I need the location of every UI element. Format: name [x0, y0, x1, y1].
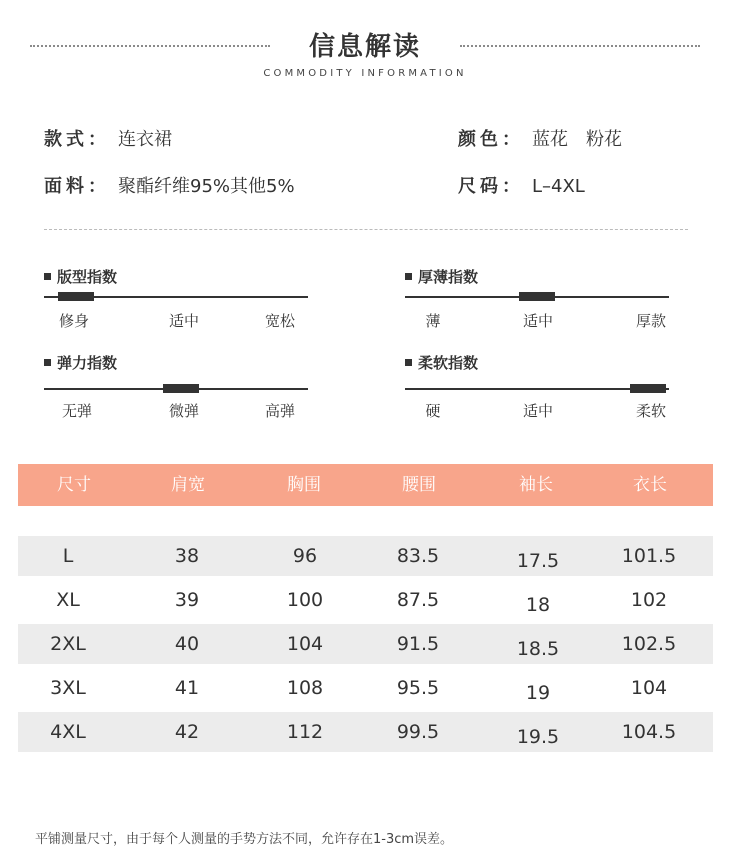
table-cell: 95.5	[396, 677, 440, 699]
info-size-label: 尺码：	[458, 176, 524, 197]
table-cell: 108	[286, 677, 324, 699]
table-row	[18, 536, 713, 576]
square-bullet-icon	[44, 359, 51, 366]
index-fit-option: 宽松	[264, 312, 296, 330]
table-cell: 101.5	[621, 545, 677, 567]
table-cell: 19	[525, 682, 551, 704]
table-cell: 102	[630, 589, 668, 611]
size-table-header	[18, 464, 713, 506]
table-cell: 4XL	[50, 721, 86, 743]
info-fabric	[44, 172, 295, 198]
info-style-label: 款式：	[44, 129, 110, 150]
table-cell: 38	[174, 545, 200, 567]
index-elasticity-option: 无弹	[61, 402, 93, 420]
square-bullet-icon	[405, 359, 412, 366]
table-row	[18, 668, 713, 708]
table-cell: 3XL	[50, 677, 86, 699]
index-thickness-option: 适中	[522, 312, 554, 330]
table-cell: 104	[630, 677, 668, 699]
table-row	[18, 624, 713, 664]
table-cell: 18	[525, 594, 551, 616]
info-color-value: 蓝花 粉花	[532, 129, 622, 150]
index-thickness-option: 厚款	[635, 312, 667, 330]
table-row	[18, 580, 713, 620]
index-softness-option: 适中	[522, 402, 554, 420]
section-header	[0, 0, 730, 100]
index-fit-marker	[58, 292, 94, 301]
index-elasticity-option: 微弹	[168, 402, 200, 420]
index-softness-option: 硬	[425, 402, 441, 420]
table-cell: 104	[286, 633, 324, 655]
info-size	[458, 172, 585, 198]
measurement-note: 平铺测量尺寸，由于每个人测量的手势方法不同，允许存在1-3cm误差。	[35, 832, 454, 847]
header-dotted-line-right	[460, 45, 700, 47]
info-color	[458, 125, 622, 151]
section-subtitle: COMMODITY INFORMATION	[263, 68, 467, 79]
index-thickness-marker	[519, 292, 555, 301]
index-softness	[405, 352, 669, 420]
index-softness-title: 柔软指数	[405, 352, 478, 373]
info-fabric-label: 面料：	[44, 176, 110, 197]
index-thickness-option: 薄	[425, 312, 441, 330]
table-row	[18, 712, 713, 752]
size-table-header-cell: 胸围	[287, 475, 321, 495]
info-size-value: L–4XL	[532, 176, 585, 197]
index-elasticity-option: 高弹	[264, 402, 296, 420]
table-cell: 91.5	[396, 633, 440, 655]
section-title: 信息解读	[308, 32, 421, 62]
index-softness-marker	[630, 384, 666, 393]
index-fit	[44, 266, 308, 330]
index-fit-option: 适中	[168, 312, 200, 330]
table-cell: 40	[174, 633, 200, 655]
size-table-header-cell: 袖长	[519, 475, 553, 495]
table-cell: L	[62, 545, 74, 567]
table-cell: 18.5	[516, 638, 560, 660]
info-color-label: 颜色：	[458, 129, 524, 150]
table-cell: 112	[286, 721, 324, 743]
table-cell: 42	[174, 721, 200, 743]
table-cell: 2XL	[50, 633, 86, 655]
square-bullet-icon	[405, 273, 412, 280]
size-table-header-cell: 衣长	[633, 475, 667, 495]
index-elasticity-marker	[163, 384, 199, 393]
table-cell: 96	[292, 545, 318, 567]
table-cell: 87.5	[396, 589, 440, 611]
table-cell: 104.5	[621, 721, 677, 743]
index-softness-option: 柔软	[635, 402, 667, 420]
table-cell: 100	[286, 589, 324, 611]
table-cell: 102.5	[621, 633, 677, 655]
table-cell: 17.5	[516, 550, 560, 572]
size-table-header-cell: 尺寸	[57, 475, 91, 495]
table-cell: 83.5	[396, 545, 440, 567]
info-fabric-value: 聚酯纤维95%其他5%	[118, 176, 295, 197]
size-table-header-cell: 肩宽	[171, 475, 205, 495]
index-elasticity-title: 弹力指数	[44, 352, 117, 373]
index-fit-title: 版型指数	[44, 266, 117, 287]
index-elasticity	[44, 352, 308, 420]
info-style	[44, 125, 172, 151]
table-cell: XL	[56, 589, 80, 611]
size-table-header-cell: 腰围	[402, 475, 436, 495]
table-cell: 39	[174, 589, 200, 611]
index-thickness-title: 厚薄指数	[405, 266, 478, 287]
index-thickness	[405, 266, 669, 330]
index-fit-option: 修身	[58, 312, 90, 330]
square-bullet-icon	[44, 273, 51, 280]
info-divider	[44, 229, 688, 230]
info-style-value: 连衣裙	[118, 129, 172, 150]
table-cell: 99.5	[396, 721, 440, 743]
table-cell: 41	[174, 677, 200, 699]
table-cell: 19.5	[516, 726, 560, 748]
